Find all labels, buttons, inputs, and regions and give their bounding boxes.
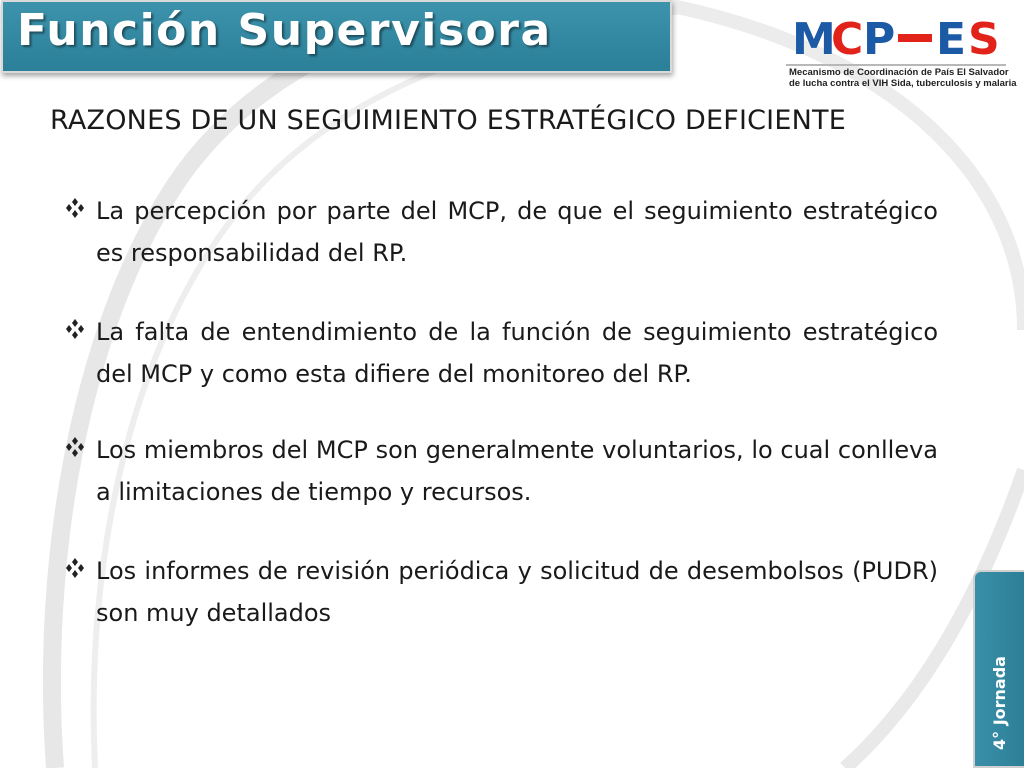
logo-subtitle-line: Mecanismo de Coordinación de País El Salvador	[789, 67, 1009, 78]
logo-letter-c: C	[831, 14, 864, 60]
logo-subtitle-line: de lucha contra el VIH Sida, tuberculosis y malaria	[789, 78, 1017, 89]
diamond-bullet-icon	[66, 556, 96, 586]
logo-letter-s: S	[968, 14, 1000, 60]
diamond-bullet-icon	[66, 435, 96, 465]
bullet-item	[66, 190, 938, 274]
bullet-item	[66, 550, 938, 634]
diamond-bullet-icon	[66, 317, 96, 347]
logo-letter-m: M	[792, 14, 836, 60]
logo-letter-p: P	[863, 14, 896, 60]
logo-mark	[792, 14, 1006, 60]
side-tab-label: 4° Jornada	[989, 656, 1009, 750]
bullet-text: La percepción por parte del MCP, de que el seguimiento estratégico es responsabilidad del RP.	[96, 197, 938, 267]
logo-subtitle	[789, 67, 1017, 89]
logo-divider	[786, 64, 1006, 66]
bullet-list	[66, 190, 938, 671]
bullet-item	[66, 429, 938, 513]
bullet-item	[66, 311, 938, 395]
diamond-bullet-icon	[66, 196, 96, 226]
title-banner	[1, 0, 672, 73]
bullet-text: Los informes de revisión periódica y solicitud de desembolsos (PUDR) son muy detallados	[96, 557, 938, 627]
side-tab	[973, 570, 1024, 768]
logo-letter-e: E	[936, 14, 967, 60]
bullet-text: Los miembros del MCP son generalmente voluntarios, lo cual conlleva a limitaciones de tiempo y recursos.	[96, 436, 938, 506]
slide-title: Función Supervisora	[17, 5, 552, 56]
mcp-es-logo	[786, 14, 1017, 90]
bullet-text: La falta de entendimiento de la función de seguimiento estratégico del MCP y como esta difiere del monitoreo del RP.	[96, 318, 938, 388]
logo-dash	[898, 34, 932, 42]
section-heading: RAZONES DE UN SEGUIMIENTO ESTRATÉGICO DEFICIENTE	[50, 105, 846, 136]
